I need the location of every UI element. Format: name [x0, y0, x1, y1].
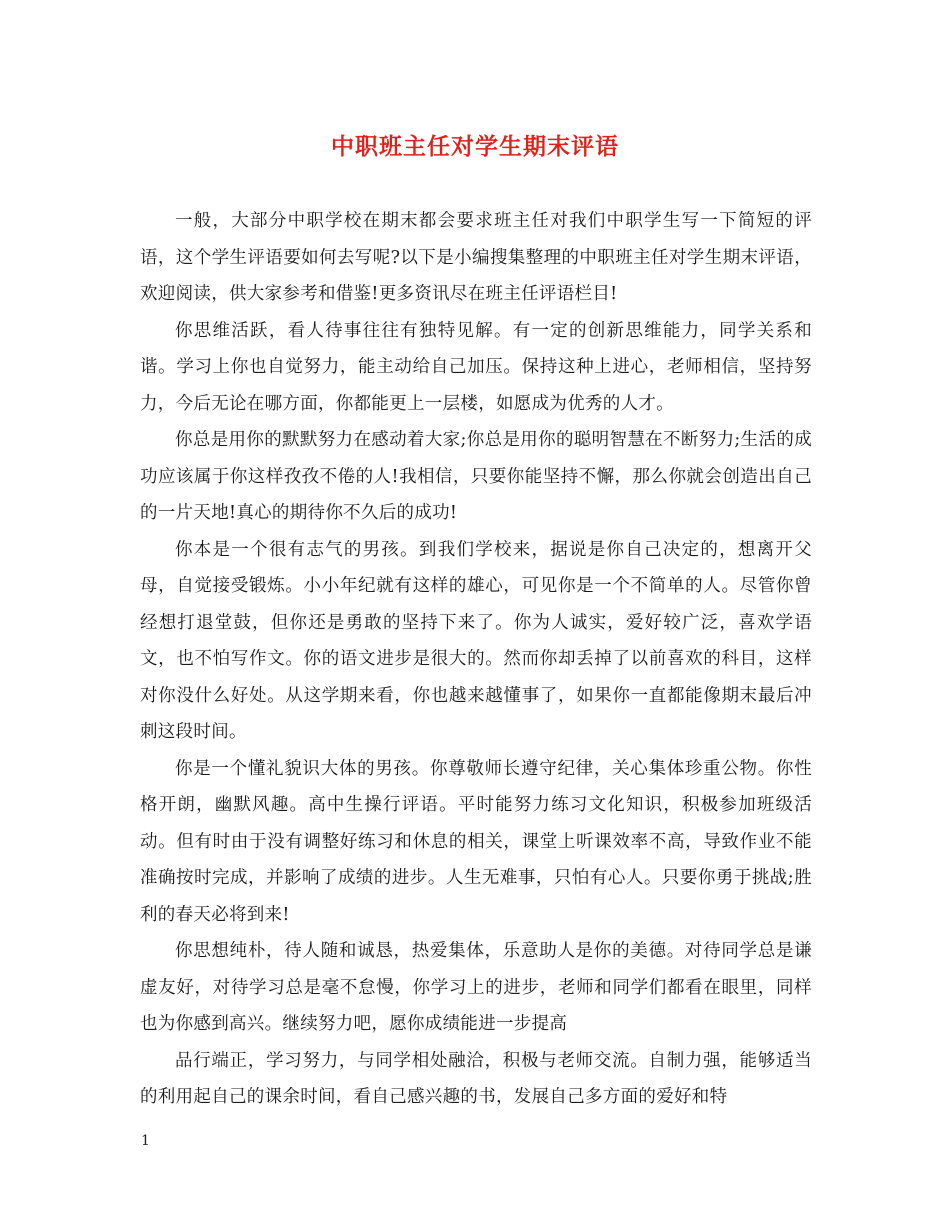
paragraph-comment-5: 你思想纯朴，待人随和诚恳，热爱集体，乐意助人是你的美德。对待同学总是谦虚友好，对待学习总是毫不怠慢，你学习上的进步，老师和同学们都看在眼里，同样也为你感到高兴。继续努力吧，愿你成绩能进一步提高 [140, 941, 812, 1034]
paragraph-comment-6: 品行端正，学习努力，与同学相处融洽，积极与老师交流。自制力强，能够适当的利用起自己的课余时间，看自己感兴趣的书，发展自己多方面的爱好和特 [140, 1050, 812, 1107]
page-number: 1 [141, 1133, 150, 1149]
paragraph-comment-2: 你总是用你的默默努力在感动着大家;你总是用你的聪明智慧在不断努力;生活的成功应该属于你这样孜孜不倦的人!我相信，只要你能坚持不懈，那么你就会创造出自己的一片天地!真心的期待你不久后的成功! [140, 430, 812, 523]
paragraph-comment-1: 你思维活跃，看人待事往往有独特见解。有一定的创新思维能力，同学关系和谐。学习上你也自觉努力，能主动给自己加压。保持这种上进心，老师相信，坚持努力，今后无论在哪方面，你都能更上一层楼，如愿成为优秀的人才。 [140, 320, 812, 414]
body-text [140, 203, 812, 1116]
page-title: 中职班主任对学生期末评语 [331, 133, 619, 160]
paragraph-intro: 一般，大部分中职学校在期末都会要求班主任对我们中职学生写一下简短的评语，这个学生评语要如何去写呢?以下是小编搜集整理的中职班主任对学生期末评语，欢迎阅读，供大家参考和借鉴!更多资讯尽在班主任评语栏目! [140, 211, 812, 304]
paragraph-comment-3: 你本是一个很有志气的男孩。到我们学校来，据说是你自己决定的，想离开父母，自觉接受锻炼。小小年纪就有这样的雄心，可见你是一个不简单的人。尽管你曾经想打退堂鼓，但你还是勇敢的坚持下来了。你为人诚实，爱好较广泛，喜欢学语文，也不怕写作文。你的语文进步是很大的。然而你却丢掉了以前喜欢的科目，这样对你没什么好处。从这学期来看，你也越来越懂事了，如果你一直都能像期末最后冲刺这段时间。 [140, 539, 812, 742]
paragraph-comment-4: 你是一个懂礼貌识大体的男孩。你尊敬师长遵守纪律，关心集体珍重公物。你性格开朗，幽默风趣。高中生操行评语。平时能努力练习文化知识，积极参加班级活动。但有时由于没有调整好练习和休息的相关，课堂上听课效率不高，导致作业不能准确按时完成，并影响了成绩的进步。人生无难事，只怕有心人。只要你勇于挑战;胜利的春天必将到来! [140, 758, 812, 925]
